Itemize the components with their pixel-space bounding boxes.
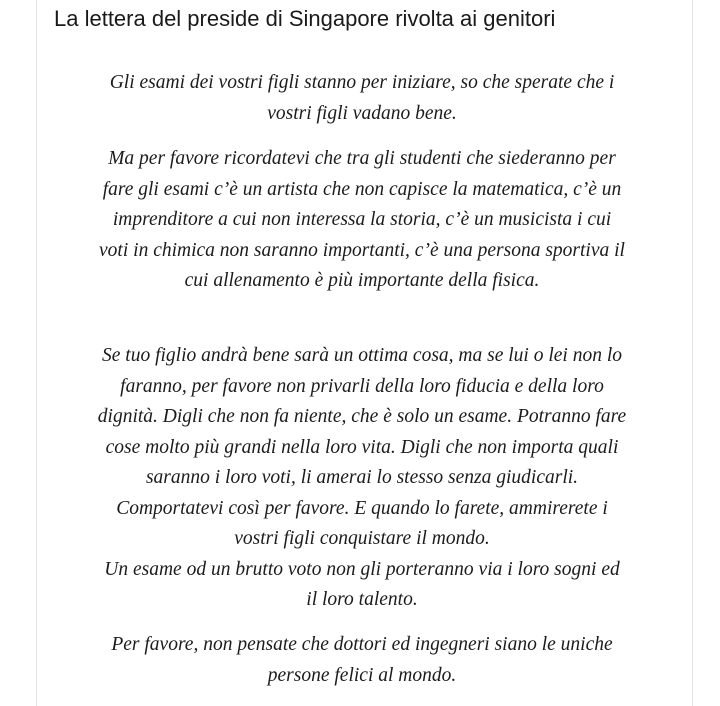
paragraph-line: Un esame od un brutto voto non gli porteranno via i loro sogni ed [104, 558, 620, 580]
article-title: La lettera del preside di Singapore rivolta ai genitori [54, 6, 556, 31]
paragraph-line: cui allenamento è più importante della fisica. [184, 270, 540, 291]
paragraph-line: fare gli esami c’è un artista che non capisce la matematica, c’è un [102, 178, 622, 200]
paragraph-line: vostri figli conquistare il mondo. [234, 528, 490, 549]
paragraph-line: persone felici al mondo. [267, 664, 457, 686]
paragraph-line: imprenditore a cui non interessa la storia, c’è un musicista i cui [112, 209, 612, 230]
paragraph-line: vostri figli vadano bene. [267, 102, 457, 124]
right-border [692, 0, 693, 706]
paragraph-2 [56, 144, 668, 297]
paragraph-line: saranno i loro voti, li amerai lo stesso senza giudicarli. [145, 467, 579, 488]
paragraph-line: voti in chimica non saranno importanti, c’è una persona sportiva il [99, 239, 625, 261]
paragraph-4 [56, 630, 668, 691]
paragraph-line: faranno, per favore non privarli della loro fiducia e della loro [120, 375, 604, 397]
paragraph-1 [56, 68, 668, 129]
paragraph-line: Comportatevi così per favore. E quando lo farete, ammirerete i [116, 497, 608, 519]
paragraph-line: Gli esami dei vostri figli stanno per iniziare, so che sperate che i [109, 72, 615, 93]
paragraph-line: Ma per favore ricordatevi che tra gli studenti che siederanno per [108, 148, 616, 169]
paragraph-line: Per favore, non pensate che dottori ed ingegneri siano le uniche [111, 634, 613, 655]
left-border [36, 0, 37, 706]
paragraph-3 [56, 341, 668, 616]
paragraph-line: il loro talento. [306, 589, 418, 610]
paragraph-line: dignità. Digli che non fa niente, che è solo un esame. Potranno fare [97, 406, 627, 427]
paragraph-line: cose molto più grandi nella loro vita. Digli che non importa quali [105, 436, 619, 458]
paragraph-line: Se tuo figlio andrà bene sarà un ottima cosa, ma se lui o lei non lo [102, 345, 622, 366]
